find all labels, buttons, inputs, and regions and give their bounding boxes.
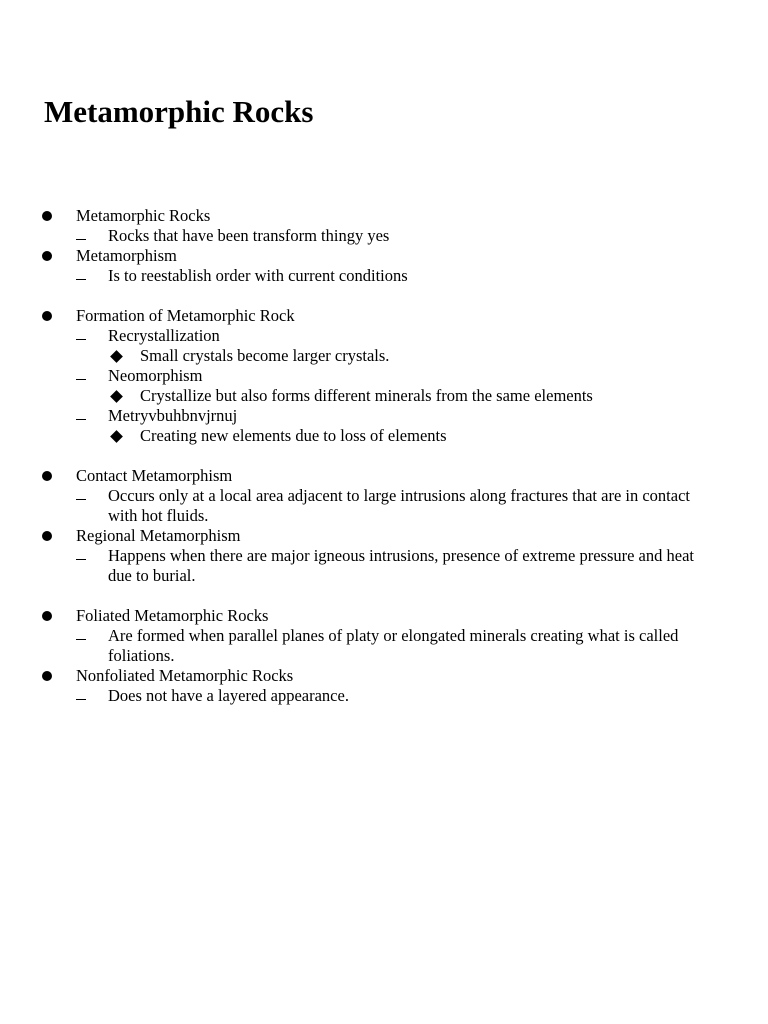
bullet-icon [42,206,52,227]
list-item-label: Metamorphic Rocks [76,206,211,225]
bullet-icon [42,666,52,687]
list-item [0,246,768,266]
list-item [0,526,768,546]
bullet-icon [42,306,52,327]
spacer [0,446,768,466]
sub-list-item-label: Are formed when parallel planes of platy or elongated minerals creating what is called foliations. [108,626,679,665]
bullet-icon [42,466,52,487]
sub-sub-list-item [0,386,768,406]
sub-list-item-label: Recrystallization [108,326,220,345]
dash-icon [76,326,86,346]
list-item [0,206,768,226]
sub-list-item-label: Metryvbuhbnvjrnuj [108,406,238,425]
sub-list-item [0,326,768,346]
sub-list-item-label: Occurs only at a local area adjacent to large intrusions along fractures that are in contact with hot fluids. [108,486,690,525]
list-item [0,466,768,486]
list-item [0,306,768,326]
dash-icon [76,626,86,646]
sub-sub-list-item [0,426,768,446]
dash-icon [76,686,86,706]
list-item-label: Metamorphism [76,246,177,265]
sub-list-item [0,366,768,386]
diamond-icon [109,426,121,447]
list-item-label: Formation of Metamorphic Rock [76,306,295,325]
list-item-label: Foliated Metamorphic Rocks [76,606,269,625]
diamond-icon [109,346,121,367]
sub-list-item-label: Neomorphism [108,366,203,385]
dash-icon [76,546,86,566]
sub-list-item-label: Does not have a layered appearance. [108,686,349,705]
sub-list-item [0,546,768,586]
sub-list-item [0,266,768,286]
list-item-label: Nonfoliated Metamorphic Rocks [76,666,294,685]
sub-list-item-label: Is to reestablish order with current conditions [108,266,408,285]
list-item [0,666,768,686]
dash-icon [76,226,86,246]
diamond-icon [109,386,121,407]
sub-list-item-label: Happens when there are major igneous intrusions, presence of extreme pressure and heat due to burial. [108,546,694,585]
list-item [0,606,768,626]
spacer [0,286,768,306]
sub-sub-list-item-label: Crystallize but also forms different minerals from the same elements [140,386,593,405]
bullet-icon [42,526,52,547]
sub-list-item-label: Rocks that have been transform thingy yes [108,226,390,245]
bullet-icon [42,246,52,267]
dash-icon [76,486,86,506]
spacer [0,586,768,606]
sub-sub-list-item-label: Small crystals become larger crystals. [140,346,390,365]
dash-icon [76,266,86,286]
sub-list-item [0,226,768,246]
dash-icon [76,366,86,386]
sub-list-item [0,686,768,706]
sub-list-item [0,486,768,526]
sub-list-item [0,626,768,666]
sub-list-item [0,406,768,426]
bullet-icon [42,606,52,627]
sub-sub-list-item-label: Creating new elements due to loss of elements [140,426,447,445]
list-item-label: Contact Metamorphism [76,466,233,485]
page-title: Metamorphic Rocks [44,94,314,129]
sub-sub-list-item [0,346,768,366]
outline-list [0,206,768,706]
list-item-label: Regional Metamorphism [76,526,241,545]
dash-icon [76,406,86,426]
